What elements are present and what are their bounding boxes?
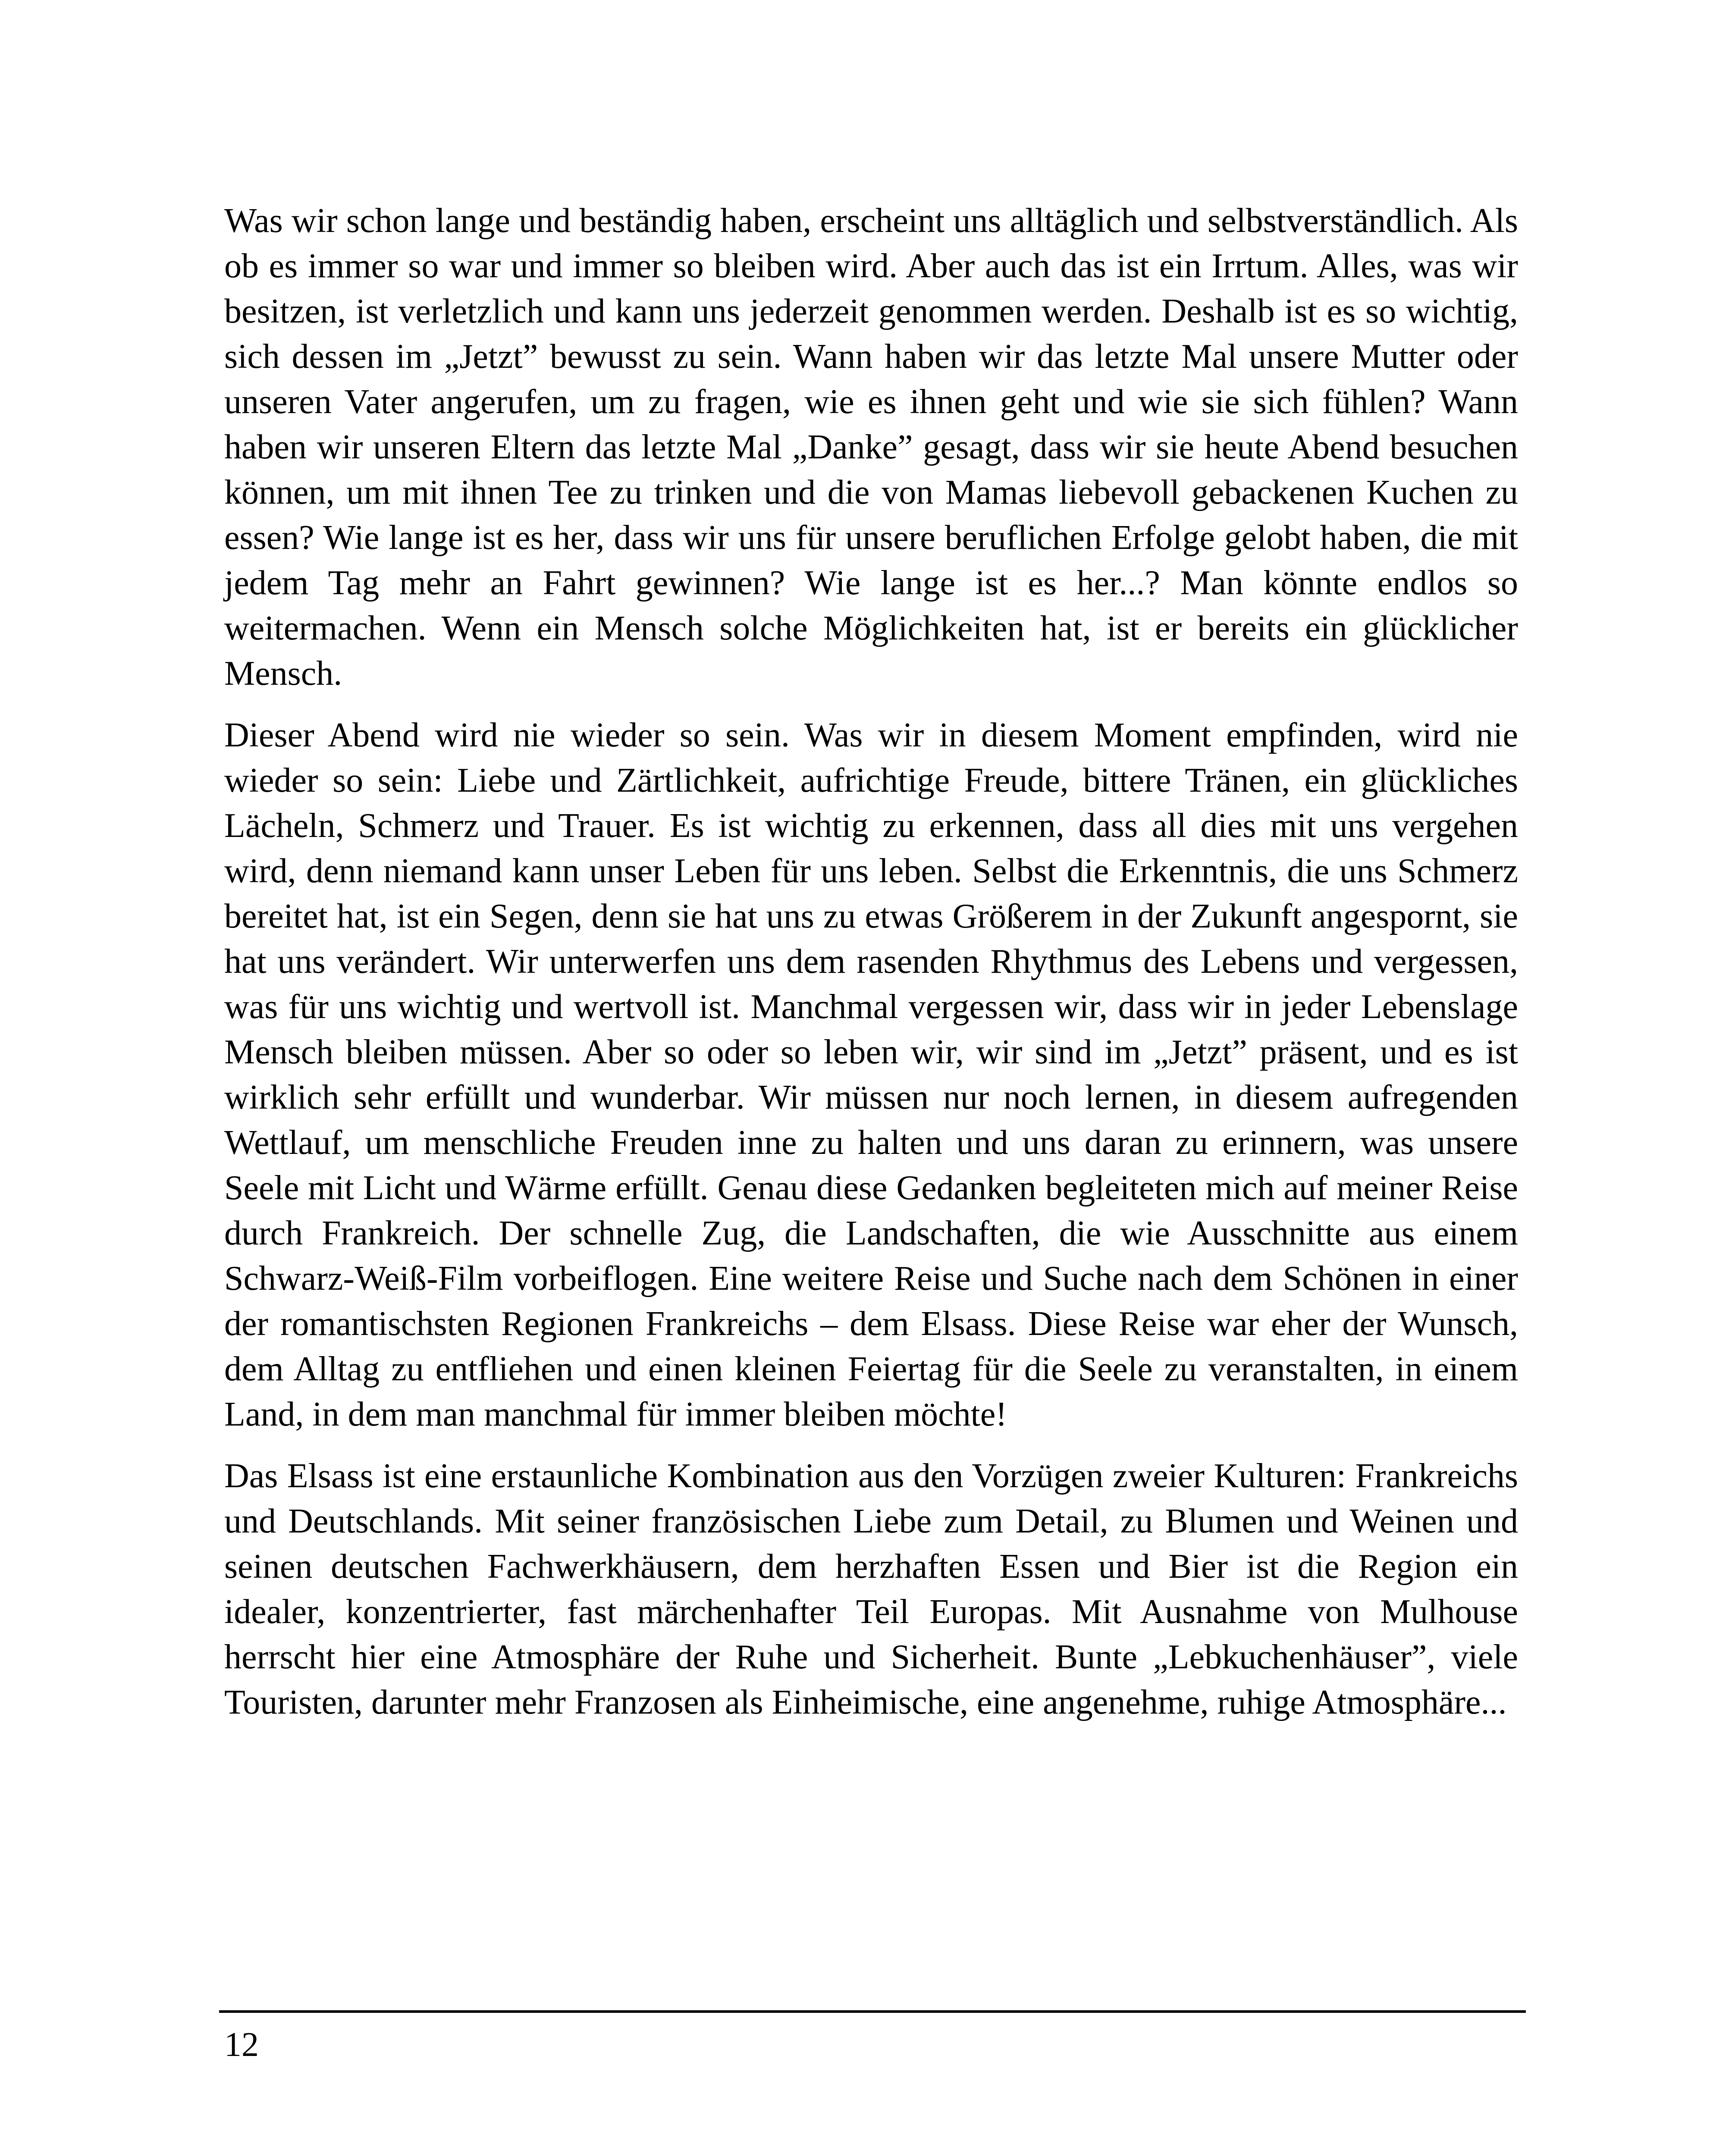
body-text bbox=[224, 198, 1518, 1742]
page-number: 12 bbox=[224, 2026, 259, 2064]
paragraph-3: Das Elsass ist eine erstaunliche Kombination aus den Vorzügen zweier Kulturen: Frankreichs und Deutschlands. Mit seiner französischen Liebe zum Detail, zu Blumen und Weinen und seinen deutschen Fachwerkhäusern, dem herzhaften Essen und Bier ist die Region ein idealer, konzentrierter, fast märchenhafter Teil Europas. Mit Ausnahme von Mulhouse herrscht hier eine Atmosphäre der Ruhe und Sicherheit. Bunte „Lebkuchenhäuser”, viele Touristen, darunter mehr Franzosen als Einheimische, eine angenehme, ruhige Atmosphäre... bbox=[224, 1457, 1518, 1721]
paragraph-2: Dieser Abend wird nie wieder so sein. Was wir in diesem Moment empfinden, wird nie wieder so sein: Liebe und Zärtlichkeit, aufrichtige Freude, bittere Tränen, ein glückliches Lächeln, Schmerz und Trauer. Es ist wichtig zu erkennen, dass all dies mit uns vergehen wird, denn niemand kann unser Leben für uns leben. Selbst die Erkenntnis, die uns Schmerz bereitet hat, ist ein Segen, denn sie hat uns zu etwas Größerem in der Zukunft angespornt, sie hat uns verändert. Wir unterwerfen uns dem rasenden Rhythmus des Lebens und vergessen, was für uns wichtig und wertvoll ist. Manchmal vergessen wir, dass wir in jeder Lebenslage Mensch bleiben müssen. Aber so oder so leben wir, wir sind im „Jetzt” präsent, und es ist wirklich sehr erfüllt und wunderbar. Wir müssen nur noch lernen, in diesem aufregenden Wettlauf, um menschliche Freuden inne zu halten und uns daran zu erinnern, was unsere Seele mit Licht und Wärme erfüllt. Genau diese Gedanken begleiteten mich auf meiner Reise durch Frankreich. Der schnelle Zug, die Landschaften, die wie Ausschnitte aus einem Schwarz-Weiß-Film vorbeiflogen. Eine weitere Reise und Suche nach dem Schönen in einer der romantischsten Regionen Frankreichs – dem Elsass. Diese Reise war eher der Wunsch, dem Alltag zu entfliehen und einen kleinen Feiertag für die Seele zu veranstalten, in einem Land, in dem man manchmal für immer bleiben möchte! bbox=[224, 716, 1518, 1433]
footer-divider bbox=[219, 2010, 1526, 2013]
paragraph-1: Was wir schon lange und beständig haben, erscheint uns alltäglich und selbstverständlich. Als ob es immer so war und immer so bleiben wird. Aber auch das ist ein Irrtum. Alles, was wir besitzen, ist verletzlich und kann uns jederzeit genommen werden. Deshalb ist es so wichtig, sich dessen im „Jetzt” bewusst zu sein. Wann haben wir das letzte Mal unsere Mutter oder unseren Vater angerufen, um zu fragen, wie es ihnen geht und wie sie sich fühlen? Wann haben wir unseren Eltern das letzte Mal „Danke” gesagt, dass wir sie heute Abend besuchen können, um mit ihnen Tee zu trinken und die von Mamas liebevoll gebackenen Kuchen zu essen? Wie lange ist es her, dass wir uns für unsere beruflichen Erfolge gelobt haben, die mit jedem Tag mehr an Fahrt gewinnen? Wie lange ist es her...? Man könnte endlos so weitermachen. Wenn ein Mensch solche Möglichkeiten hat, ist er bereits ein glücklicher Mensch. bbox=[224, 202, 1518, 693]
